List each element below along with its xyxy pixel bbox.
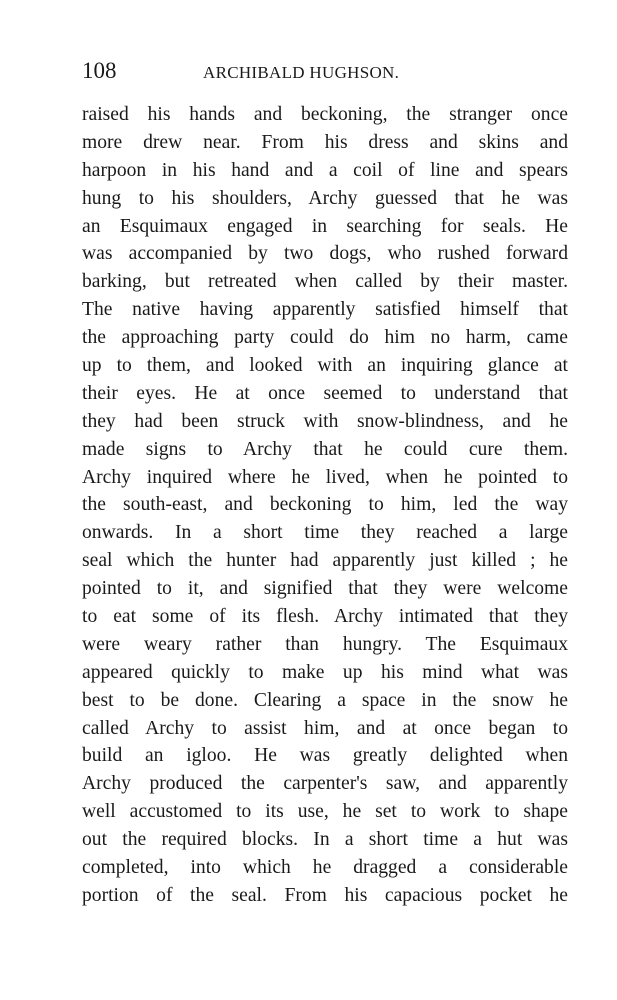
text-line: were weary rather than hungry. The Esquimaux [82, 633, 568, 655]
text-line: raised his hands and beckoning, the stranger once [82, 104, 568, 125]
text-line: was accompanied by two dogs, who rushed forward [82, 243, 568, 265]
text-line: more drew near. From his dress and skins and [82, 131, 568, 153]
text-line: The native having apparently satisfied himself that [82, 299, 568, 321]
running-title: ARCHIBALD HUGHSON. [203, 63, 400, 82]
text-line: barking, but retreated when called by their master. [82, 271, 568, 293]
page-number: 108 [82, 58, 117, 83]
text-line: called Archy to assist him, and at once began to [82, 717, 568, 739]
body-text [82, 101, 568, 910]
text-line: completed, into which he dragged a considerable [82, 857, 568, 879]
text-line: harpoon in his hand and a coil of line and spears [82, 159, 568, 181]
text-line: build an igloo. He was greatly delighted when [82, 745, 568, 767]
text-line: onwards. In a short time they reached a large [82, 522, 568, 544]
text-line: the south-east, and beckoning to him, led the way [82, 494, 568, 516]
text-line: made signs to Archy that he could cure them. [82, 438, 568, 460]
text-line: hung to his shoulders, Archy guessed that he was [82, 187, 568, 209]
text-line: up to them, and looked with an inquiring glance at [82, 355, 568, 377]
text-line: their eyes. He at once seemed to understand that [82, 382, 568, 404]
text-line: out the required blocks. In a short time a hut was [82, 829, 568, 851]
text-line: they had been struck with snow-blindness, and he [82, 410, 568, 432]
text-line: portion of the seal. From his capacious pocket he [82, 884, 568, 906]
text-line: the approaching party could do him no harm, came [82, 327, 568, 349]
text-line: pointed to it, and signified that they were welcome [82, 578, 568, 600]
text-line: an Esquimaux engaged in searching for seals. He [82, 215, 568, 237]
running-header [82, 58, 568, 88]
text-line: best to be done. Clearing a space in the snow he [82, 689, 568, 711]
text-line: Archy inquired where he lived, when he pointed to [82, 466, 568, 488]
text-line: well accustomed to its use, he set to work to shape [82, 801, 568, 823]
text-line: appeared quickly to make up his mind what was [82, 661, 568, 683]
text-line: to eat some of its flesh. Archy intimated that they [82, 606, 568, 628]
text-line: Archy produced the carpenter's saw, and apparently [82, 773, 568, 795]
text-line: seal which the hunter had apparently just killed ; he [82, 550, 568, 572]
